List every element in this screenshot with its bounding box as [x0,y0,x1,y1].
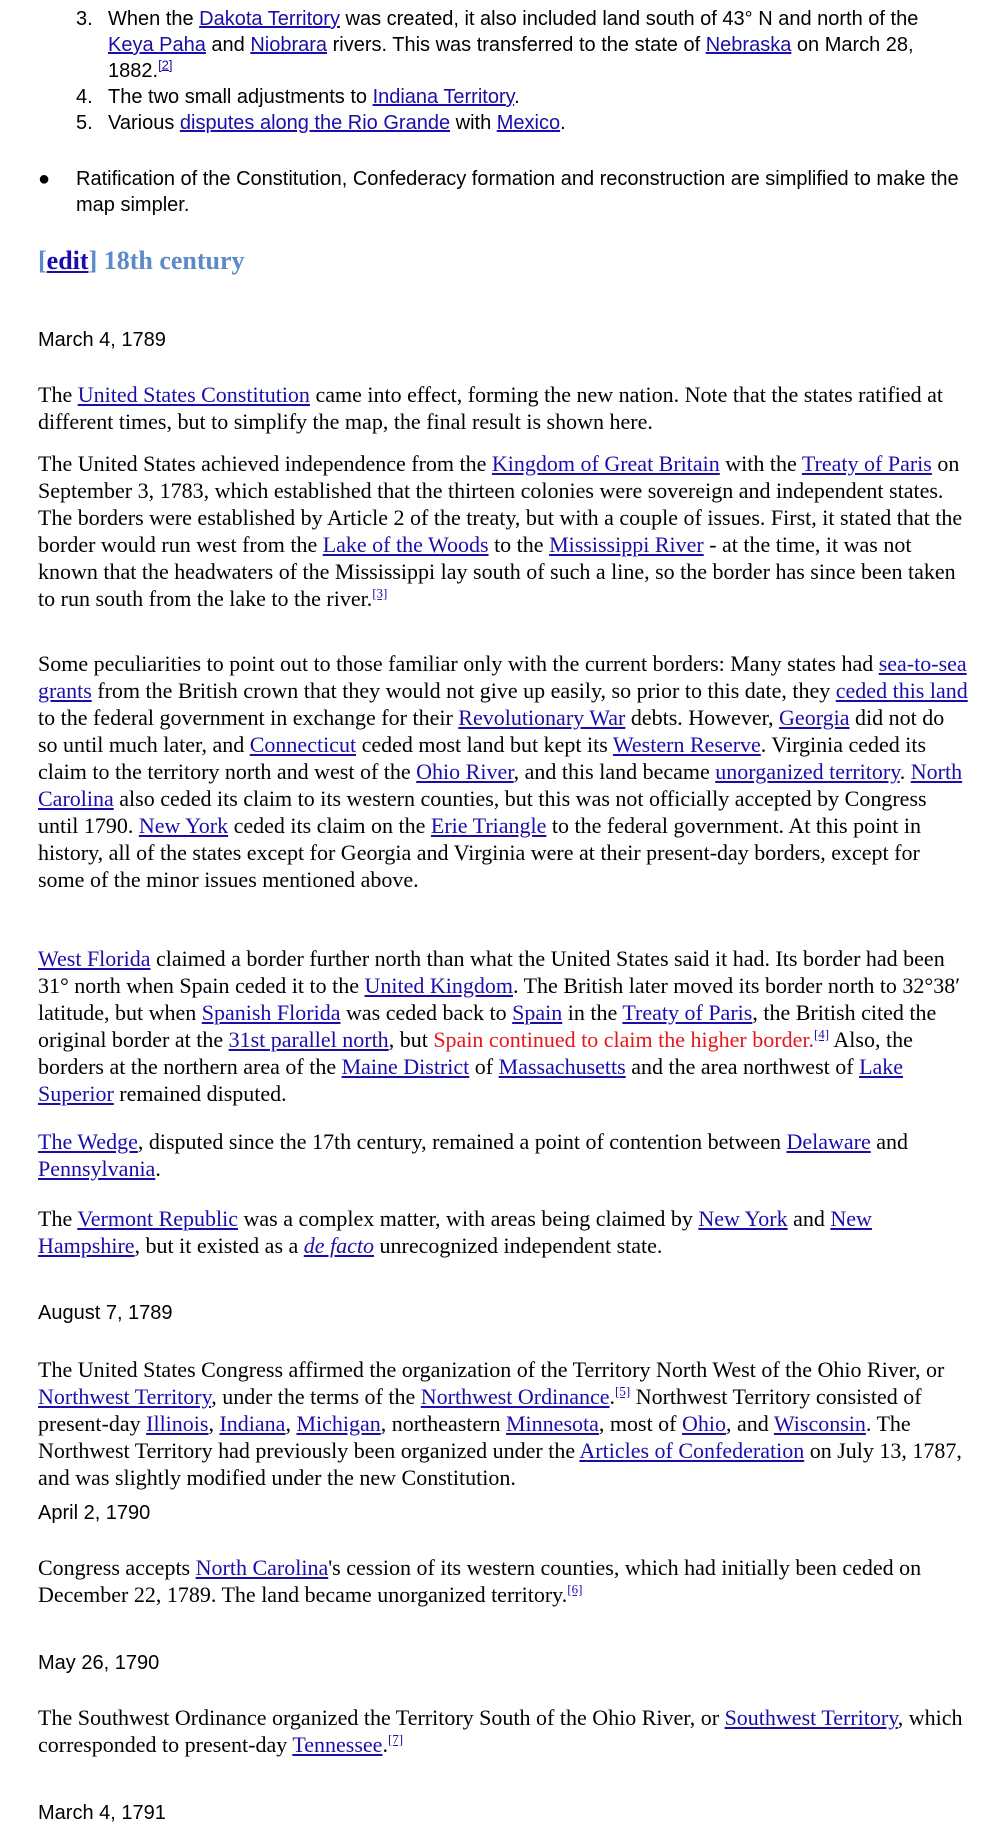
inline-link[interactable]: Michigan [296,1411,381,1436]
text-run: , under the terms of the [211,1384,421,1409]
text-run: Some peculiarities to point out to those familiar only with the current borders: Many states had [38,651,879,676]
text-run: to the federal government. At this point in history, all of the states except for Georgia and Virginia were at their present-day borders, except for some of the minor issues mentioned above. [38,813,921,892]
inline-link[interactable]: New York [138,813,229,838]
text-run: . [514,86,520,108]
inline-link[interactable]: North Carolina [38,759,963,811]
citation [814,1027,829,1042]
text-run: . [382,1732,388,1757]
paragraph [38,1554,968,1608]
inline-link[interactable]: New York [698,1206,788,1231]
text-run: remained disputed. [113,1081,287,1106]
inline-link[interactable]: Maine District [341,1054,470,1079]
text-run: , disputed since the 17th century, remained a point of contention between [137,1129,787,1154]
note-number: 5. [76,112,93,134]
inline-link[interactable]: Vermont Republic [77,1206,239,1231]
text-run: debts. However, [625,705,780,730]
citation [388,1732,403,1747]
inline-link[interactable]: Treaty of Paris [801,451,932,476]
text-run: When the [108,8,200,30]
text-run: claimed a border further north than what the United States said it had. Its border had been 31° north when Spain ceded it to the [38,946,945,998]
citation-link[interactable]: [5] [615,1383,631,1399]
text-run: did not do so until much later, and [38,705,945,757]
citation [615,1384,630,1399]
inline-link[interactable]: Kingdom of Great Britain [491,451,720,476]
text-run: . Virginia ceded its claim to the territory north and west of the [38,732,927,784]
text-run: and [205,34,251,56]
bullet-item [38,166,968,218]
inline-link[interactable]: Minnesota [506,1411,599,1436]
text-run: to the [488,532,550,557]
bullet-text: Ratification of the Constitution, Confederacy formation and reconstruction are simplified to make the map simpler. [76,168,959,216]
inline-link[interactable]: Nebraska [705,34,792,56]
text-run: Northwest Territory consisted of present-day [38,1384,922,1436]
inline-link[interactable]: New Hampshire [38,1206,872,1258]
note-item [38,84,968,110]
inline-link[interactable]: North Carolina [195,1555,329,1580]
bullet-dot-icon: ● [38,168,51,190]
date-label: March 4, 1791 [38,1802,166,1824]
inline-link[interactable]: Illinois [146,1411,209,1436]
inline-link[interactable]: Lake Superior [38,1054,904,1106]
inline-link[interactable]: United Kingdom [364,973,514,998]
citation-link[interactable]: [6] [567,1581,583,1597]
text-run: was a complex matter, with areas being claimed by [238,1206,699,1231]
text-run: to the federal government in exchange for their [38,705,459,730]
inline-link[interactable]: The Wedge [38,1129,138,1154]
text-run: and the area northwest of [625,1054,860,1079]
inline-link[interactable]: ceded this land [835,678,968,703]
highlighted-text: Spain continued to claim the higher border. [433,1027,814,1052]
inline-link[interactable]: Pennsylvania [38,1156,156,1181]
inline-link[interactable]: Mississippi River [549,532,704,557]
inline-link[interactable]: 31st parallel north [228,1027,389,1052]
paragraph [38,650,968,893]
text-run: , but [388,1027,434,1052]
inline-link[interactable]: Ohio River [416,759,514,784]
text-run: on July 13, 1787, and was slightly modified under the new Constitution. [38,1438,962,1490]
text-run: , which corresponded to present-day [38,1705,963,1757]
inline-link[interactable]: Delaware [786,1129,871,1154]
text-run: ceded its claim on the [228,813,431,838]
text-run: Congress accepts [38,1555,196,1580]
text-run: , and this land became [513,759,716,784]
inline-link[interactable]: Wisconsin [773,1411,866,1436]
note-number: 4. [76,86,93,108]
text-run: rivers. This was transferred to the state of [327,34,706,56]
text-run: The United States Congress affirmed the organization of the Territory North West of the Ohio River, or [38,1357,945,1382]
citation-link[interactable]: [3] [372,585,388,601]
text-run: on September 3, 1783, which established that the thirteen colonies were sovereign and independent states. The borders were established by Article 2 of the treaty, but with a couple of issues. First, it stated that the border would run west from the [38,451,963,557]
paragraph [38,1704,968,1758]
date-label: August 7, 1789 [38,1302,173,1324]
text-run: . [155,1156,161,1181]
inline-link[interactable]: West Florida [38,946,151,971]
inline-link[interactable]: Mexico [496,112,561,134]
edit-close-bracket: ] [88,246,98,275]
text-run: 's cession of its western counties, which had initially been ceded on December 22, 1789. The land became unorganized territory. [38,1555,922,1607]
text-run: and [787,1206,831,1231]
inline-link[interactable]: Northwest Territory [38,1384,212,1409]
inline-link[interactable]: United States Constitution [77,382,310,407]
inline-link[interactable]: Treaty of Paris [622,1000,753,1025]
citation [567,1582,582,1597]
text-run: with the [719,451,802,476]
inline-link[interactable]: de facto [303,1233,375,1258]
paragraph [38,450,968,612]
inline-link[interactable]: Northwest Ordinance [420,1384,610,1409]
text-run: also ceded its claim to its western counties, but this was not officially accepted by Congress until 1790. [38,786,927,838]
inline-link[interactable]: Lake of the Woods [322,532,489,557]
inline-link[interactable]: Massachusetts [498,1054,626,1079]
note-item [38,6,968,84]
inline-link[interactable]: Dakota Territory [199,8,340,30]
text-run: , northeastern [380,1411,506,1436]
text-run: , most of [598,1411,683,1436]
inline-link[interactable]: Spanish Florida [201,1000,341,1025]
citation [372,586,387,601]
text-run: in the [562,1000,623,1025]
inline-link[interactable]: sea-to-sea grants [38,651,967,703]
text-run: came into effect, forming the new nation. Note that the states ratified at different times, but to simplify the map, the final result is shown here. [38,382,944,434]
inline-link[interactable]: Articles of Confederation [579,1438,805,1463]
inline-link[interactable]: Revolutionary War [458,705,626,730]
text-run: was created, it also included land south of 43° N and north of the [339,8,919,30]
edit-link[interactable]: edit [46,246,89,275]
bullet-list [38,166,968,218]
text-run: , [208,1411,220,1436]
citation-link[interactable]: [2] [158,57,173,73]
text-run: , the British cited the original border at the [38,1000,937,1052]
text-run: . [899,759,911,784]
inline-link[interactable]: Niobrara [250,34,328,56]
text-run: . [609,1384,616,1409]
text-run: from the British crown that they would not give up easily, so prior to this date, they [91,678,836,703]
inline-link[interactable]: Spain [512,1000,563,1025]
text-run: , [285,1411,297,1436]
inline-link[interactable]: Southwest Territory [724,1705,898,1730]
citation [158,57,172,72]
note-item [38,110,968,136]
text-run: The Southwest Ordinance organized the Territory South of the Ohio River, or [38,1705,725,1730]
text-run: The United States achieved independence from the [38,451,492,476]
text-run: ceded most land but kept its [356,732,613,757]
section-title: 18th century [97,246,245,275]
inline-link[interactable]: Georgia [779,705,850,730]
notes-list [38,6,968,136]
inline-link[interactable]: Indiana [219,1411,286,1436]
citation-link[interactable]: [4] [813,1026,830,1042]
text-run: on March 28, 1882. [108,34,914,82]
text-run: was ceded back to [340,1000,513,1025]
text-run: Various [108,112,180,134]
text-run: . The British later moved its border north to 32°38′ latitude, but when [38,973,961,1025]
date-label: March 4, 1789 [38,329,166,351]
date-label: April 2, 1790 [38,1502,151,1524]
paragraph [38,1205,968,1259]
text-run: - at the time, it was not known that the headwaters of the Mississippi lay south of such a line, so the border has since been taken to run south from the lake to the river. [38,532,956,611]
text-run: . The Northwest Territory had previously been organized under the [38,1411,911,1463]
text-run: of [469,1054,499,1079]
text-run: . [560,112,566,134]
inline-link[interactable]: Tennessee [292,1732,383,1757]
inline-link[interactable]: Connecticut [249,732,357,757]
text-run: and [870,1129,908,1154]
date-label: May 26, 1790 [38,1652,160,1674]
inline-link[interactable]: Indiana Territory [372,86,515,108]
inline-link[interactable]: Erie Triangle [430,813,547,838]
edit-open-bracket: [ [38,246,47,275]
inline-link[interactable]: Western Reserve [612,732,761,757]
note-number: 3. [76,8,93,30]
inline-link[interactable]: Ohio [682,1411,727,1436]
text-run: , but it existed as a [134,1233,304,1258]
text-run: Also, the borders at the northern area of the [38,1027,913,1079]
paragraph [38,1356,968,1491]
text-run: The [38,1206,78,1231]
citation-link[interactable]: [7] [387,1731,404,1747]
text-run: The [38,382,78,407]
text-run: The two small adjustments to [108,86,373,108]
paragraph [38,381,968,435]
inline-link[interactable]: unorganized territory [715,759,900,784]
inline-link[interactable]: disputes along the Rio Grande [179,112,451,134]
inline-link[interactable]: Keya Paha [108,34,206,56]
paragraph [38,945,968,1107]
text-run: with [450,112,497,134]
text-run: , and [726,1411,774,1436]
paragraph [38,1128,968,1182]
section-heading [38,245,245,277]
text-run: unrecognized independent state. [374,1233,663,1258]
